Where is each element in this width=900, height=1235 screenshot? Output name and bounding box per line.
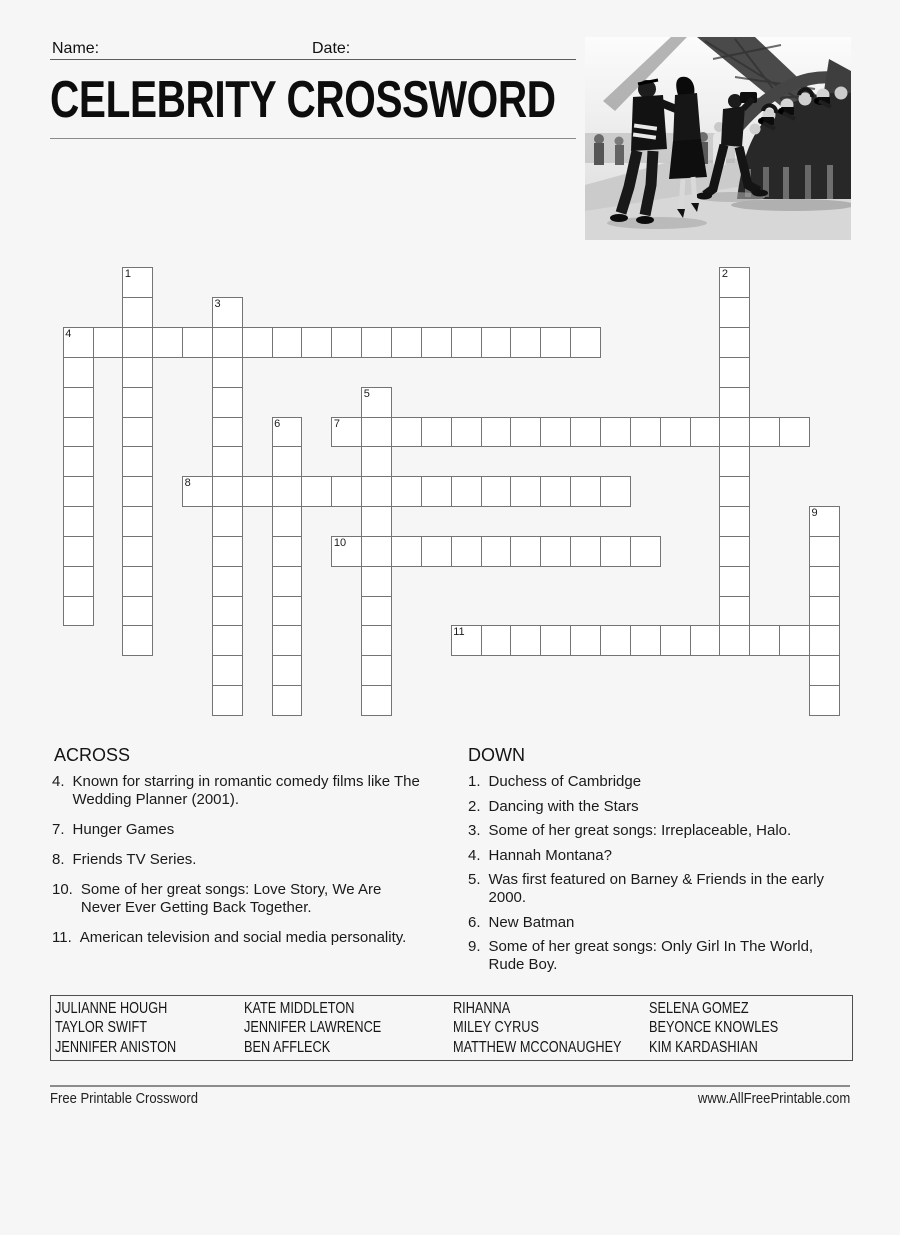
across-header: ACROSS	[54, 745, 131, 765]
grid-cell	[361, 685, 392, 716]
down-header: DOWN	[468, 745, 525, 765]
grid-number: 8	[184, 477, 191, 490]
grid-number: 1	[124, 268, 131, 281]
grid-cell	[749, 417, 780, 448]
word-bank-item: JENNIFER ANISTON	[55, 1038, 177, 1056]
grid-cell	[122, 625, 153, 656]
grid-cell	[719, 506, 750, 537]
grid-cell	[242, 327, 273, 358]
grid-cell	[690, 417, 721, 448]
grid-cell	[719, 446, 750, 477]
grid-cell	[630, 625, 661, 656]
grid-number: 4	[65, 327, 72, 340]
clue-item	[468, 798, 836, 816]
word-bank-item: TAYLOR SWIFT	[55, 1019, 148, 1037]
grid-cell	[361, 536, 392, 567]
grid-cell	[809, 625, 840, 656]
grid-cell	[481, 536, 512, 567]
clue-number: 5.	[468, 871, 481, 888]
grid-cell	[63, 387, 94, 418]
grid-cell	[122, 357, 153, 388]
word-bank-item: KATE MIDDLETON	[244, 999, 355, 1017]
grid-cell	[152, 327, 183, 358]
grid-cell	[719, 536, 750, 567]
grid-cell	[719, 625, 750, 656]
grid-cell	[510, 327, 541, 358]
grid-cell	[570, 536, 601, 567]
title-rule	[50, 138, 576, 139]
clue-text: Some of her great songs: Irreplaceable, Halo.	[488, 822, 792, 839]
grid-cell	[331, 327, 362, 358]
clue-text: Duchess of Cambridge	[488, 773, 642, 790]
grid-cell	[719, 297, 750, 328]
grid-cell	[331, 476, 362, 507]
grid-cell	[122, 506, 153, 537]
grid-cell	[272, 566, 303, 597]
grid-cell	[122, 476, 153, 507]
footer-right-text: www.AllFreePrintable.com	[697, 1091, 850, 1107]
grid-cell	[481, 625, 512, 656]
grid-cell	[272, 655, 303, 686]
grid-cell	[779, 417, 810, 448]
clue-item	[52, 821, 420, 839]
grid-cell	[122, 327, 153, 358]
grid-number: 9	[811, 507, 818, 520]
word-bank-item: MATTHEW MCCONAUGHEY	[453, 1038, 622, 1056]
clue-item	[468, 822, 836, 840]
word-bank-item: MILEY CYRUS	[453, 1019, 539, 1037]
grid-cell	[600, 625, 631, 656]
grid-cell	[212, 685, 243, 716]
grid-cell	[63, 446, 94, 477]
word-bank-item: KIM KARDASHIAN	[649, 1038, 758, 1056]
grid-cell	[481, 327, 512, 358]
grid-cell	[212, 357, 243, 388]
grid-cell	[301, 327, 332, 358]
clue-text: Hunger Games	[72, 821, 175, 838]
grid-cell	[719, 476, 750, 507]
grid-cell	[510, 417, 541, 448]
word-bank-item: BEYONCE KNOWLES	[649, 1019, 779, 1037]
grid-cell	[122, 536, 153, 567]
grid-cell	[809, 566, 840, 597]
grid-cell	[272, 446, 303, 477]
name-date-line	[50, 59, 576, 60]
grid-cell	[630, 417, 661, 448]
clue-item	[52, 851, 420, 869]
grid-cell	[272, 625, 303, 656]
clue-item	[52, 929, 420, 947]
clue-text: Known for starring in romantic comedy films like The Wedding Planner (2001).	[72, 773, 420, 808]
grid-cell	[122, 387, 153, 418]
word-bank-item: RIHANNA	[453, 999, 511, 1017]
grid-cell	[63, 417, 94, 448]
grid-cell	[510, 536, 541, 567]
footer-rule	[50, 1085, 850, 1087]
clue-text: Friends TV Series.	[72, 851, 197, 868]
grid-cell	[749, 625, 780, 656]
grid-cell	[481, 476, 512, 507]
grid-cell	[212, 655, 243, 686]
clue-text: American television and social media personality.	[79, 929, 407, 946]
grid-number: 10	[333, 536, 347, 549]
clue-number: 6.	[468, 913, 481, 931]
grid-cell	[212, 446, 243, 477]
grid-cell	[63, 357, 94, 388]
grid-cell	[600, 536, 631, 567]
grid-cell	[63, 476, 94, 507]
grid-cell	[540, 476, 571, 507]
footer-left-text: Free Printable Crossword	[50, 1091, 198, 1107]
clue-text: Some of her great songs: Only Girl In The World, Rude Boy.	[488, 938, 814, 973]
clue-item	[468, 938, 836, 974]
down-clues	[468, 773, 836, 981]
grid-cell	[63, 536, 94, 567]
grid-cell	[272, 327, 303, 358]
grid-cell	[451, 536, 482, 567]
clue-item	[52, 881, 420, 917]
grid-cell	[570, 417, 601, 448]
word-bank-item: SELENA GOMEZ	[649, 999, 749, 1017]
grid-cell	[391, 327, 422, 358]
grid-cell	[182, 327, 213, 358]
word-bank	[50, 995, 853, 1061]
grid-cell	[361, 327, 392, 358]
grid-cell	[481, 417, 512, 448]
grid-cell	[212, 387, 243, 418]
grid-cell	[719, 387, 750, 418]
grid-cell	[361, 476, 392, 507]
grid-cell	[570, 625, 601, 656]
grid-cell	[451, 476, 482, 507]
grid-cell	[212, 625, 243, 656]
grid-cell	[540, 327, 571, 358]
grid-cell	[361, 446, 392, 477]
clue-item	[468, 773, 836, 791]
clue-text: Dancing with the Stars	[488, 797, 639, 815]
grid-cell	[690, 625, 721, 656]
grid-cell	[122, 446, 153, 477]
grid-number: 6	[274, 417, 281, 430]
grid-cell	[719, 566, 750, 597]
word-bank-item: JULIANNE HOUGH	[55, 999, 168, 1017]
clue-text: Was first featured on Barney & Friends in the early 2000.	[488, 871, 824, 906]
grid-cell	[660, 625, 691, 656]
grid-cell	[361, 506, 392, 537]
grid-cell	[630, 536, 661, 567]
grid-cell	[63, 566, 94, 597]
grid-cell	[361, 596, 392, 627]
grid-cell	[809, 655, 840, 686]
word-bank-item: JENNIFER LAWRENCE	[244, 1019, 382, 1037]
clue-number: 4.	[52, 773, 65, 790]
grid-number: 5	[363, 387, 370, 400]
clue-text: Some of her great songs: Love Story, We Are Never Ever Getting Back Together.	[80, 881, 382, 916]
grid-cell	[242, 476, 273, 507]
grid-cell	[391, 536, 422, 567]
grid-cell	[510, 476, 541, 507]
clue-item	[468, 847, 836, 865]
grid-cell	[361, 417, 392, 448]
grid-cell	[272, 596, 303, 627]
clue-number: 2.	[468, 797, 481, 815]
grid-cell	[212, 476, 243, 507]
grid-cell	[719, 327, 750, 358]
grid-cell	[600, 476, 631, 507]
grid-cell	[122, 417, 153, 448]
grid-cell	[540, 417, 571, 448]
date-label: Date:	[312, 40, 351, 57]
grid-cell	[510, 625, 541, 656]
grid-cell	[212, 566, 243, 597]
grid-cell	[809, 685, 840, 716]
name-label: Name:	[52, 40, 100, 57]
clue-text: New Batman	[488, 913, 575, 931]
grid-cell	[779, 625, 810, 656]
grid-cell	[809, 596, 840, 627]
grid-cell	[93, 327, 124, 358]
grid-cell	[719, 417, 750, 448]
grid-cell	[540, 625, 571, 656]
page-title: CELEBRITY CROSSWORD	[50, 71, 556, 129]
grid-cell	[809, 536, 840, 567]
clue-number: 10.	[52, 881, 73, 898]
grid-cell	[391, 476, 422, 507]
grid-cell	[212, 506, 243, 537]
grid-cell	[660, 417, 691, 448]
grid-cell	[421, 417, 452, 448]
grid-number: 3	[214, 298, 221, 311]
grid-cell	[212, 417, 243, 448]
grid-cell	[212, 536, 243, 567]
grid-cell	[421, 327, 452, 358]
grid-cell	[421, 536, 452, 567]
clue-number: 4.	[468, 846, 481, 864]
grid-cell	[272, 536, 303, 567]
grid-cell	[451, 417, 482, 448]
clue-item	[468, 914, 836, 932]
grid-cell	[122, 297, 153, 328]
grid-cell	[361, 566, 392, 597]
grid-cell	[361, 655, 392, 686]
grid-cell	[361, 625, 392, 656]
grid-cell	[719, 596, 750, 627]
grid-cell	[212, 327, 243, 358]
clue-number: 11.	[52, 929, 72, 946]
grid-cell	[122, 596, 153, 627]
clue-number: 3.	[468, 822, 481, 839]
grid-cell	[570, 327, 601, 358]
clue-number: 7.	[52, 821, 65, 838]
grid-cell	[63, 506, 94, 537]
grid-number: 11	[453, 626, 465, 639]
grid-cell	[301, 476, 332, 507]
grid-cell	[272, 506, 303, 537]
clue-number: 1.	[468, 773, 481, 790]
grid-cell	[719, 357, 750, 388]
grid-cell	[391, 417, 422, 448]
clue-number: 9.	[468, 938, 481, 955]
across-clues	[52, 773, 420, 959]
grid-cell	[63, 596, 94, 627]
grid-cell	[122, 566, 153, 597]
celebrity-paparazzi-photo	[585, 37, 851, 240]
grid-number: 2	[721, 268, 728, 281]
clue-number: 8.	[52, 851, 65, 868]
grid-number: 7	[333, 417, 340, 430]
grid-cell	[451, 327, 482, 358]
grid-cell	[600, 417, 631, 448]
grid-cell	[272, 476, 303, 507]
word-bank-item: BEN AFFLECK	[244, 1038, 331, 1056]
clue-item	[468, 871, 836, 907]
grid-cell	[570, 476, 601, 507]
clue-text: Hannah Montana?	[488, 846, 612, 864]
grid-cell	[421, 476, 452, 507]
grid-cell	[272, 685, 303, 716]
grid-cell	[540, 536, 571, 567]
clue-item	[52, 773, 420, 809]
grid-cell	[212, 596, 243, 627]
